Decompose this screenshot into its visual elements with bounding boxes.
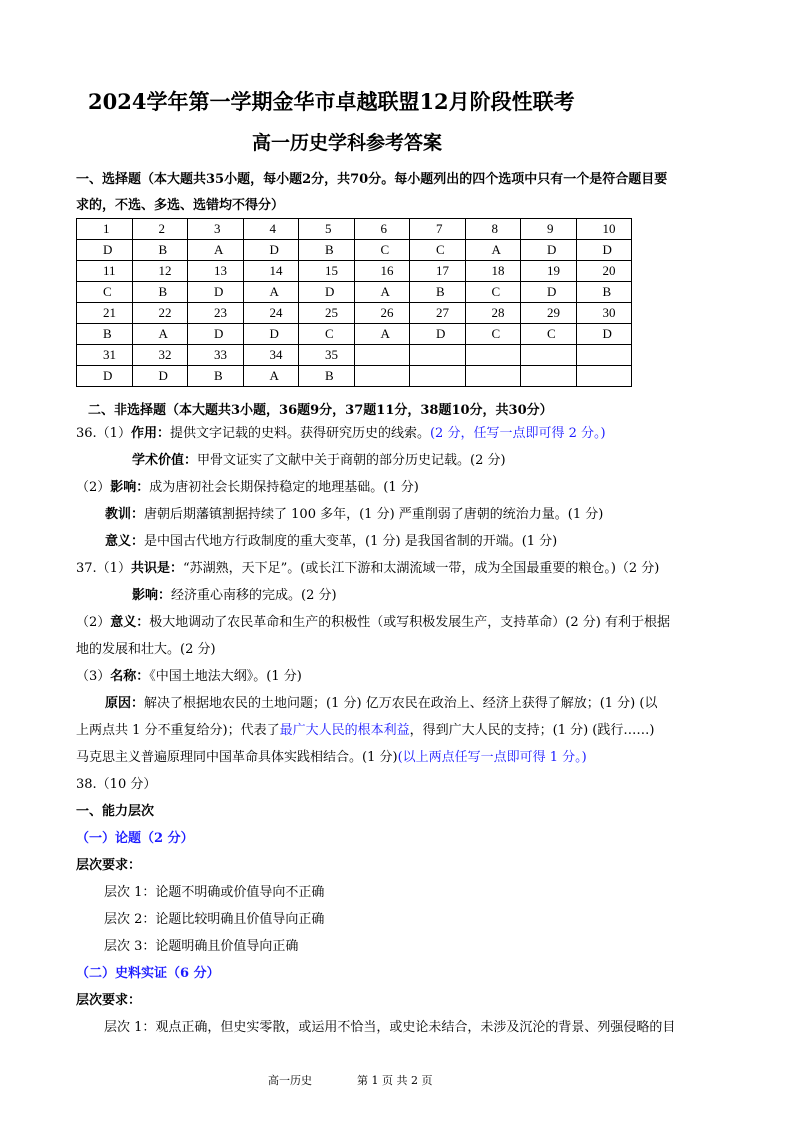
q36-p2c-text: 是中国古代地方行政制度的重大变革，(1 分) 是我国省制的开端。(1 分) xyxy=(144,534,558,549)
answer-cell: D xyxy=(77,240,133,261)
q36-p2b-label: 教训： xyxy=(105,507,145,522)
q37-part1b xyxy=(132,588,337,604)
q37-p2-text: 极大地调动了农民革命和生产的积极性（或写积极发展生产，支持革命）(2 分) 有利于根据 xyxy=(149,615,670,630)
answer-cell: 8 xyxy=(465,219,521,240)
q37-p1-text: “苏湖熟，天下足”。(或长江下游和太湖流域一带，成为全国最重要的粮仓。)（2 分) xyxy=(182,561,660,576)
answer-row xyxy=(77,324,632,345)
answer-cell: D xyxy=(188,282,244,303)
answer-cell: C xyxy=(410,240,466,261)
answer-cell: B xyxy=(77,324,133,345)
answer-cell: 21 xyxy=(77,303,133,324)
q36-part2b xyxy=(105,507,603,523)
footer-subject: 高一历史 xyxy=(268,1074,312,1087)
q37-p3b-line2a: 上两点共 1 分不重复给分)；代表了 xyxy=(76,723,280,738)
q37-p3-num: （3） xyxy=(76,669,111,684)
answer-cell: 29 xyxy=(521,303,577,324)
answer-cell: D xyxy=(521,282,577,303)
answer-row xyxy=(77,366,632,387)
q37-p3b-line2b: ，得到广大人民的支持；(1 分) (践行……) xyxy=(409,723,655,738)
answer-cell xyxy=(465,366,521,387)
q37-p3b-line3-blue: (以上两点任写一点即可得 1 分。) xyxy=(397,750,587,765)
answer-cell: B xyxy=(576,282,632,303)
q36-p2-label: 影响： xyxy=(110,480,150,495)
answer-cell: 14 xyxy=(243,261,299,282)
answer-cell: 27 xyxy=(410,303,466,324)
answer-cell xyxy=(521,345,577,366)
answer-row xyxy=(77,261,632,282)
main-title: 2024学年第一学期金华市卓越联盟12月阶段性联考 xyxy=(88,89,575,114)
answer-cell: 35 xyxy=(299,345,355,366)
answer-cell: 13 xyxy=(188,261,244,282)
q36-p2b-text: 唐朝后期藩镇割据持续了 100 多年，(1 分) 严重削弱了唐朝的统治力量。(1 分) xyxy=(144,507,604,522)
q37-p1-num: 37.（1） xyxy=(76,561,131,576)
q38-level3: 层次 3：论题明确且价值导向正确 xyxy=(104,939,299,954)
q36-p1b-text: 甲骨文证实了文献中关于商朝的部分历史记载。(2 分) xyxy=(197,453,506,468)
answer-cell: D xyxy=(521,240,577,261)
answer-cell: A xyxy=(354,282,410,303)
q36-part2 xyxy=(76,480,419,496)
answer-cell: D xyxy=(132,366,188,387)
answer-cell: 12 xyxy=(132,261,188,282)
answer-cell: 20 xyxy=(576,261,632,282)
section1-heading-line2: 求的，不选、多选、选错均不得分） xyxy=(76,198,285,213)
answer-cell xyxy=(410,345,466,366)
answer-cell: A xyxy=(243,282,299,303)
answer-row xyxy=(77,240,632,261)
answer-cell: 33 xyxy=(188,345,244,366)
q36-part1 xyxy=(76,426,606,442)
answer-cell: 34 xyxy=(243,345,299,366)
answer-row xyxy=(77,219,632,240)
answer-cell: 4 xyxy=(243,219,299,240)
section1-heading-line1: 一、选择题（本大题共35小题，每小题2分，共70分。每小题列出的四个选项中只有一个是符合题目要 xyxy=(76,172,668,187)
answer-cell: 26 xyxy=(354,303,410,324)
answer-cell: B xyxy=(299,366,355,387)
answer-cell: B xyxy=(410,282,466,303)
answer-cell: 28 xyxy=(465,303,521,324)
answer-cell: C xyxy=(521,324,577,345)
answer-cell: 31 xyxy=(77,345,133,366)
answer-cell: 10 xyxy=(576,219,632,240)
q38-level1: 层次 1：论题不明确或价值导向不正确 xyxy=(104,885,325,900)
q37-p3b-line3: 马克思主义普遍原理同中国革命具体实践相结合。(1 分) xyxy=(76,750,398,765)
answer-cell: A xyxy=(188,240,244,261)
q36-part2c xyxy=(105,534,557,550)
q36-part1b xyxy=(132,453,506,469)
answer-cell: 18 xyxy=(465,261,521,282)
q36-p1-text: 提供文字记载的史料。获得研究历史的线索。 xyxy=(169,426,430,441)
q36-p1-note: (2 分，任写一点即可得 2 分。) xyxy=(429,426,606,441)
answer-cell: 7 xyxy=(410,219,466,240)
answer-cell: C xyxy=(299,324,355,345)
q38-req1: 层次要求： xyxy=(76,858,142,873)
answer-cell: 24 xyxy=(243,303,299,324)
q38-head: 38.（10 分） xyxy=(76,777,157,792)
q37-p1b-label: 影响： xyxy=(132,588,172,603)
answer-cell: 30 xyxy=(576,303,632,324)
sub-title: 高一历史学科参考答案 xyxy=(252,132,443,154)
q38-part1: 一、能力层次 xyxy=(76,804,155,819)
answer-cell: 16 xyxy=(354,261,410,282)
answer-cell: B xyxy=(132,282,188,303)
q37-p3b-text: 解决了根据地农民的土地问题；(1 分) 亿万农民在政治上、经济上获得了解放；(1 分) (以 xyxy=(144,696,658,711)
q37-p2-num: （2） xyxy=(76,615,111,630)
answer-cell xyxy=(354,366,410,387)
footer-page-number: 第 1 页 共 2 页 xyxy=(357,1074,433,1087)
answer-cell xyxy=(576,345,632,366)
section2-heading: 二、非选择题（本大题共3小题，36题9分，37题11分，38题10分，共30分） xyxy=(88,403,553,418)
q37-part3b-line2 xyxy=(76,723,654,739)
q37-p2-label: 意义： xyxy=(110,615,150,630)
answer-cell: D xyxy=(576,240,632,261)
answer-cell: A xyxy=(243,366,299,387)
q36-p2c-label: 意义： xyxy=(105,534,145,549)
answer-cell: B xyxy=(188,366,244,387)
answer-cell: 32 xyxy=(132,345,188,366)
q38-level2: 层次 2：论题比较明确且价值导向正确 xyxy=(104,912,325,927)
answer-cell: 25 xyxy=(299,303,355,324)
q37-p1b-text: 经济重心南移的完成。(2 分) xyxy=(171,588,337,603)
q38-level2-1: 层次 1：观点正确，但史实零散，或运用不恰当，或史论未结合，未涉及沉沦的背景、列强侵略的目 xyxy=(104,1020,676,1035)
answer-row xyxy=(77,345,632,366)
answer-cell: D xyxy=(576,324,632,345)
answer-cell: C xyxy=(77,282,133,303)
answer-cell: D xyxy=(188,324,244,345)
q36-p1b-label: 学术价值： xyxy=(132,453,198,468)
answer-cell: D xyxy=(299,282,355,303)
answer-cell xyxy=(465,345,521,366)
q38-sub1: （一）论题（2 分） xyxy=(76,831,194,846)
q37-part3b xyxy=(105,696,657,712)
answer-cell: A xyxy=(465,240,521,261)
answer-cell: C xyxy=(354,240,410,261)
answer-cell: 2 xyxy=(132,219,188,240)
q38-req2: 层次要求： xyxy=(76,993,142,1008)
answer-cell: B xyxy=(299,240,355,261)
answer-cell: A xyxy=(132,324,188,345)
answer-cell: C xyxy=(465,324,521,345)
answer-cell xyxy=(354,345,410,366)
q38-sub2: （二）史料实证（6 分） xyxy=(76,966,220,981)
answer-cell: 5 xyxy=(299,219,355,240)
answer-row xyxy=(77,282,632,303)
answer-cell: 17 xyxy=(410,261,466,282)
answer-cell: 19 xyxy=(521,261,577,282)
answer-row xyxy=(77,303,632,324)
q37-part2 xyxy=(76,615,670,631)
answer-cell xyxy=(576,366,632,387)
answer-cell xyxy=(410,366,466,387)
answer-table xyxy=(76,218,632,387)
answer-cell: 23 xyxy=(188,303,244,324)
answer-cell: D xyxy=(243,240,299,261)
answer-cell: 11 xyxy=(77,261,133,282)
q37-part3b-line3 xyxy=(76,750,587,766)
q36-p2-text: 成为唐初社会长期保持稳定的地理基础。(1 分) xyxy=(149,480,419,495)
answer-cell: D xyxy=(77,366,133,387)
q37-p3b-line2-blue: 最广大人民的根本利益 xyxy=(279,723,410,738)
answer-cell: D xyxy=(410,324,466,345)
q36-p1-label: 作用： xyxy=(130,426,170,441)
q37-part3 xyxy=(76,669,302,685)
answer-cell: 22 xyxy=(132,303,188,324)
answer-cell: A xyxy=(354,324,410,345)
answer-cell: 1 xyxy=(77,219,133,240)
q36-p1-num: 36.（1） xyxy=(76,426,131,441)
answer-cell: 6 xyxy=(354,219,410,240)
answer-cell: 9 xyxy=(521,219,577,240)
q37-part2-cont: 地的发展和壮大。(2 分) xyxy=(76,642,216,657)
answer-cell: B xyxy=(132,240,188,261)
q37-part1 xyxy=(76,561,659,577)
answer-cell: D xyxy=(243,324,299,345)
answer-cell: C xyxy=(465,282,521,303)
q37-p3-text: 《中国土地法大纲》。(1 分) xyxy=(149,669,302,684)
q37-p1-label: 共识是： xyxy=(130,561,183,576)
answer-cell: 3 xyxy=(188,219,244,240)
q37-p3-label: 名称： xyxy=(110,669,150,684)
q36-p2-num: （2） xyxy=(76,480,111,495)
q37-p3b-label: 原因： xyxy=(105,696,145,711)
answer-cell: 15 xyxy=(299,261,355,282)
answer-cell xyxy=(521,366,577,387)
